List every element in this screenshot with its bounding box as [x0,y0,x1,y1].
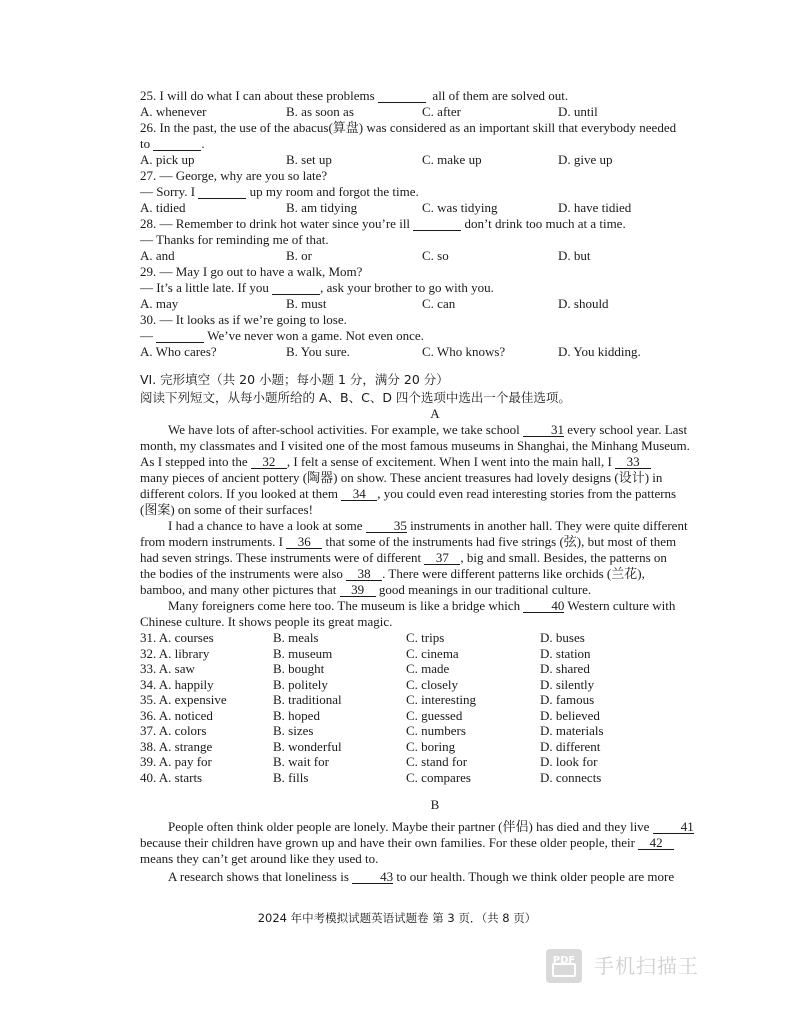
answer-blank [272,281,320,295]
question-26: 26. In the past, the use of the abacus(算盘) was considered as an important skill that everybody needed [140,120,677,135]
options-25: A. whenever B. as soon as C. after D. until [140,104,598,119]
passage-a-label: A [430,406,440,421]
answer-blank [198,185,246,199]
cloze-a-options: 31. A. courses B. meals C. trips D. buses 32. A. library B. museum C. cinema D. station 33. A. saw B. bought C. made D. shared 34. A. happily B. politely C. closely D. silently 35. A. expensive B. traditional C. interesting D. famous 36. A. noticed B. hoped C. guessed D. believed 37. A. colors B. sizes C. numbers D. materials 38. A. strange B. wonderful C. boring D. different 39. A. pay for B. wait for C. stand for D. look for 40. A. starts B. fills C. compares D. connects [140,630,604,785]
options-26: A. pick up B. set up C. make up D. give up [140,152,613,167]
section-title: VI. 完形填空（共 20 小题；每小题 1 分，满分 20 分） [140,372,449,387]
section-instruction: 阅读下列短文，从每小题所给的 A、B、C、D 四个选项中选出一个最佳选项。 [140,390,571,405]
passage-a: We have lots of after-school activities. For example, we take school 31 every school year. Last month, my classmates and I visited one of the most famous museums in Shanghai, the Minhang Museum. As I stepped into the 32 , I felt a sense of excitement. When I went into the main hall, I 33 many pieces of ancient pottery (陶器) on show. These ancient treasures had lovely designs (设计) in different colors. If you looked at them 34 , you could even read interesting stories from the patterns (图案) on some of their surfaces! I had a chance to have a look at some 35 instruments in another hall. They were quite different from modern instruments. I 36 that some of the instruments had five strings (弦), but most of them had seven strings. These instruments were of different 37 , big and small. Besides, the patterns on the bodies of the instruments were also 38 . There were different patterns like orchids (兰花), bamboo, and many other pictures that 39 good meanings in our traditional culture. Many foreigners come here too. The museum is like a bridge which 40 Western culture with Chinese culture. It shows people its great magic. [140,422,690,629]
answer-blank [378,89,426,103]
options-29: A. may B. must C. can D. should [140,296,609,311]
page-footer: 2024 年中考模拟试题英语试题卷 第 3 页．（共 8 页） [257,911,537,925]
question-27: 27. — George, why are you so late? [140,168,328,183]
answer-blank [156,329,204,343]
question-28: 28. — Remember to drink hot water since you’re ill don’t drink too much at a time. [140,216,626,231]
options-28: A. and B. or C. so D. but [140,248,591,263]
exam-page: 25. I will do what I can about these problems all of them are solved out. A. whenever B. as soon as C. after D. until 26. In the past, the use of the abacus(算盘) was considered as an important skill that everybody needed to . A. pick up B. set up C. make up D. give up 27. — George, why are you so late? — Sorry. I up my room and forgot the time. A. tidied B. am tidying C. was tidying D. have tidied 28. — Remember to drink hot water since you’re ill don’t drink too much at a time. — Thanks for reminding me of that. A. and B. or C. so D. but 29. — May I go out to have a walk, Mom? — It’s a little late. If you , ask your brother to go with you. A. may B. must C. can D. should 30. — It looks as if we’re going to lose. — We’ve never won a game. Not even once. A. Who cares? B. You sure. C. Who knows? D. You kidding. VI. 完形填空（共 20 小题；每小题 1 分，满分 20 分） 阅读下列短文，从每小题所给的 A、B、C、D 四个选项中选出一个最佳选项。 A We have lots of after-school activities. For example, we take school 31 every school year. Last month, my classmates and I visited one of the most famous museums in Shanghai, the Minhang Museum. As I stepped into the 32 , I felt a sense of excitement. When I went into the main hall, I 33 many pieces of ancient pottery (陶器) on show. These ancient treasures had lovely designs (设计) in different colors. If you looked at them 34 , you could even read interesting stories from the patterns (图案) on some of their surfaces! I had a chance to have a look at some 35 instruments in another hall. They were quite different from modern instruments. I 36 that some of the instruments had five strings (弦), but most of them had seven strings. These instruments were of different 37 , big and small. Besides, the patterns on the bodies of the instruments were also 38 . There were different patterns like orchids (兰花), bamboo, and many other pictures that 39 good meanings in our traditional culture. Many foreigners come here too. The museum is like a bridge which 40 Western culture with Chinese culture. It shows people its great magic. 31. A. courses B. meals C. trips D. buses 32. A. library B. museum C. cinema D. station 33. A. saw B. bought C. made D. shared 34. A. happily B. politely C. closely D. silently 35. A. expensive B. traditional C. interesting D. famous 36. A. noticed B. hoped C. guessed D. believed 37. A. colors B. sizes C. numbers D. materials 38. A. strange B. wonderful C. boring D. different 39. A. pay for B. wait for C. stand for D. look for 40. A. starts B. fills C. compares D. connects B People often think older people are lonely. Maybe their partner (伴侣) has died and they live 41 because their children have grown up and have their own families. For these older people, their 42 means they can’t get around like they used to. A research shows that loneliness is 43 to our health. Though we think older people are more [140,88,730,885]
passage-b-label: B [430,797,440,812]
scanner-watermark [546,946,766,986]
watermark-text: 手机扫描王 [594,954,699,978]
question-30: 30. — It looks as if we’re going to lose. [140,312,347,327]
question-29: 29. — May I go out to have a walk, Mom? [140,264,363,279]
options-27: A. tidied B. am tidying C. was tidying D. have tidied [140,200,632,215]
question-25: 25. I will do what I can about these problems all of them are solved out. [140,88,569,103]
pdf-icon: PDF [546,949,582,983]
options-30: A. Who cares? B. You sure. C. Who knows? D. You kidding. [140,344,641,359]
passage-b: People often think older people are lonely. Maybe their partner (伴侣) has died and they live 41 because their children have grown up and have their own families. For these older people, their 42 means they can’t get around like they used to. A research shows that loneliness is 43 to our health. Though we think older people are more [140,819,694,884]
answer-blank [413,217,461,231]
answer-blank [153,137,201,151]
